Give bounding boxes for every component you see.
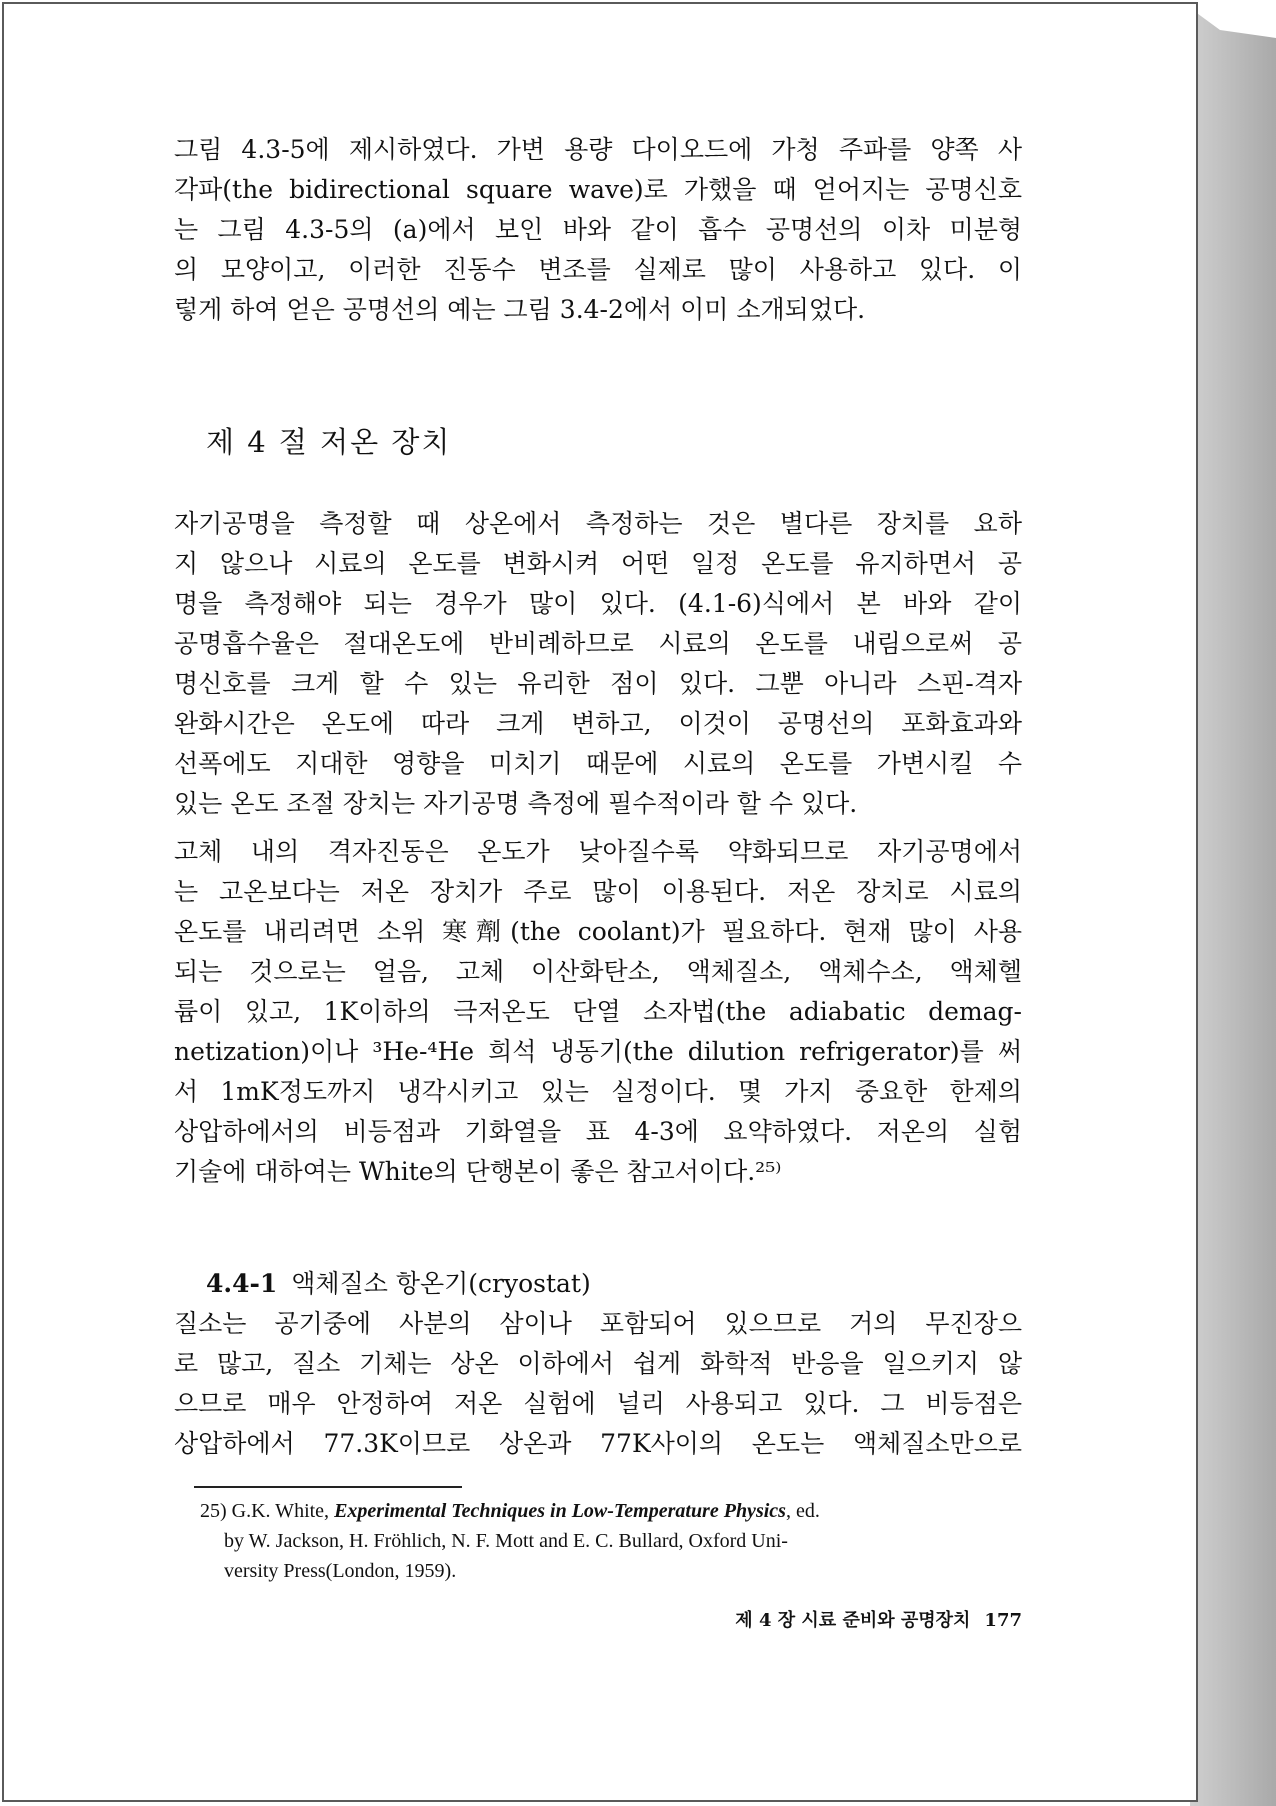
top-paragraph [174, 130, 1022, 330]
text-line: 서 1mK정도까지 냉각시키고 있는 실정이다. 몇 가지 중요한 한제의 [174, 1077, 1022, 1106]
chapter-title: 제 4 장 시료 준비와 공명장치 [735, 1610, 971, 1631]
text-line: 선폭에도 지대한 영향을 미치기 때문에 시료의 온도를 가변시킬 수 [174, 749, 1022, 778]
text-line: 되는 것으로는 얼음, 고체 이산화탄소, 액체질소, 액체수소, 액체헬 [174, 957, 1022, 986]
footnote-prefix: 25) G.K. White, [200, 1500, 335, 1522]
text-line: 각파(the bidirectional square wave)로 가했을 때 얻어지는 공명신호 [174, 175, 1022, 204]
text-line: 명신호를 크게 할 수 있는 유리한 점이 있다. 그뿐 아니라 스핀-격자 [174, 669, 1022, 698]
section-heading: 제 4 절 저온 장치 [206, 425, 452, 459]
text-line: 온도를 내리려면 소위 寒劑(the coolant)가 필요하다. 현재 많이 사용 [174, 917, 1022, 946]
text-line: 로 많고, 질소 기체는 상온 이하에서 쉽게 화학적 반응을 일으키지 않 [174, 1349, 1022, 1378]
text-line: 기술에 대하여는 White의 단행본이 좋은 참고서이다.²⁵⁾ [174, 1157, 782, 1186]
text-line: netization)이나 ³He-⁴He 희석 냉동기(the dilution refrigerator)를 써 [174, 1037, 1022, 1066]
text-line: 으므로 매우 안정하여 저온 실험에 널리 사용되고 있다. 그 비등점은 [174, 1389, 1022, 1418]
text-line: 있는 온도 조절 장치는 자기공명 측정에 필수적이라 할 수 있다. [174, 789, 858, 818]
text-line: 의 모양이고, 이러한 진동수 변조를 실제로 많이 사용하고 있다. 이 [174, 255, 1022, 284]
section-paragraph-2 [174, 832, 1022, 1192]
footnote-line-1 [200, 1496, 1020, 1526]
text-line: 명을 측정해야 되는 경우가 많이 있다. (4.1-6)식에서 본 바와 같이 [174, 589, 1022, 618]
footnote-line-2: by W. Jackson, H. Fröhlich, N. F. Mott and E. C. Bullard, Oxford Uni- [224, 1530, 788, 1552]
book-page [2, 2, 1198, 1802]
text-line: 륨이 있고, 1K이하의 극저온도 단열 소자법(the adiabatic demag- [174, 997, 1022, 1026]
footnote [200, 1496, 1020, 1586]
text-line: 고체 내의 격자진동은 온도가 낮아질수록 약화되므로 자기공명에서 [174, 837, 1022, 866]
subsection-heading [206, 1264, 591, 1300]
page-number: 177 [984, 1610, 1022, 1631]
text-line: 질소는 공기중에 사분의 삼이나 포함되어 있으므로 거의 무진장으 [174, 1309, 1022, 1338]
text-line: 렇게 하여 얻은 공명선의 예는 그림 3.4-2에서 이미 소개되었다. [174, 295, 866, 324]
text-line: 상압하에서 77.3K이므로 상온과 77K사이의 온도는 액체질소만으로 [174, 1429, 1022, 1458]
section-paragraph-1 [174, 504, 1022, 824]
page-edge-shadow [1190, 8, 1276, 1806]
footnote-book-title: Experimental Techniques in Low-Temperature Physics [334, 1500, 786, 1522]
text-line: 는 고온보다는 저온 장치가 주로 많이 이용된다. 저온 장치로 시료의 [174, 877, 1022, 906]
text-line: 공명흡수율은 절대온도에 반비례하므로 시료의 온도를 내림으로써 공 [174, 629, 1022, 658]
text-line: 는 그림 4.3-5의 (a)에서 보인 바와 같이 흡수 공명선의 이차 미분형 [174, 215, 1022, 244]
text-line: 상압하에서의 비등점과 기화열을 표 4-3에 요약하였다. 저온의 실험 [174, 1117, 1022, 1146]
footnote-after-title: , ed. [785, 1500, 820, 1522]
text-line: 그림 4.3-5에 제시하였다. 가변 용량 다이오드에 가청 주파를 양쪽 사 [174, 135, 1022, 164]
footnote-line-3: versity Press(London, 1959). [224, 1560, 457, 1582]
text-line: 자기공명을 측정할 때 상온에서 측정하는 것은 별다른 장치를 요하 [174, 509, 1022, 538]
subsection-title: 액체질소 항온기(cryostat) [291, 1269, 591, 1298]
subsection-number: 4.4-1 [206, 1269, 278, 1298]
footnote-rule [194, 1486, 462, 1488]
subsection-paragraph [174, 1304, 1022, 1464]
running-footer [612, 1606, 1022, 1632]
text-line: 완화시간은 온도에 따라 크게 변하고, 이것이 공명선의 포화효과와 [174, 709, 1022, 738]
text-line: 지 않으나 시료의 온도를 변화시켜 어떤 일정 온도를 유지하면서 공 [174, 549, 1022, 578]
